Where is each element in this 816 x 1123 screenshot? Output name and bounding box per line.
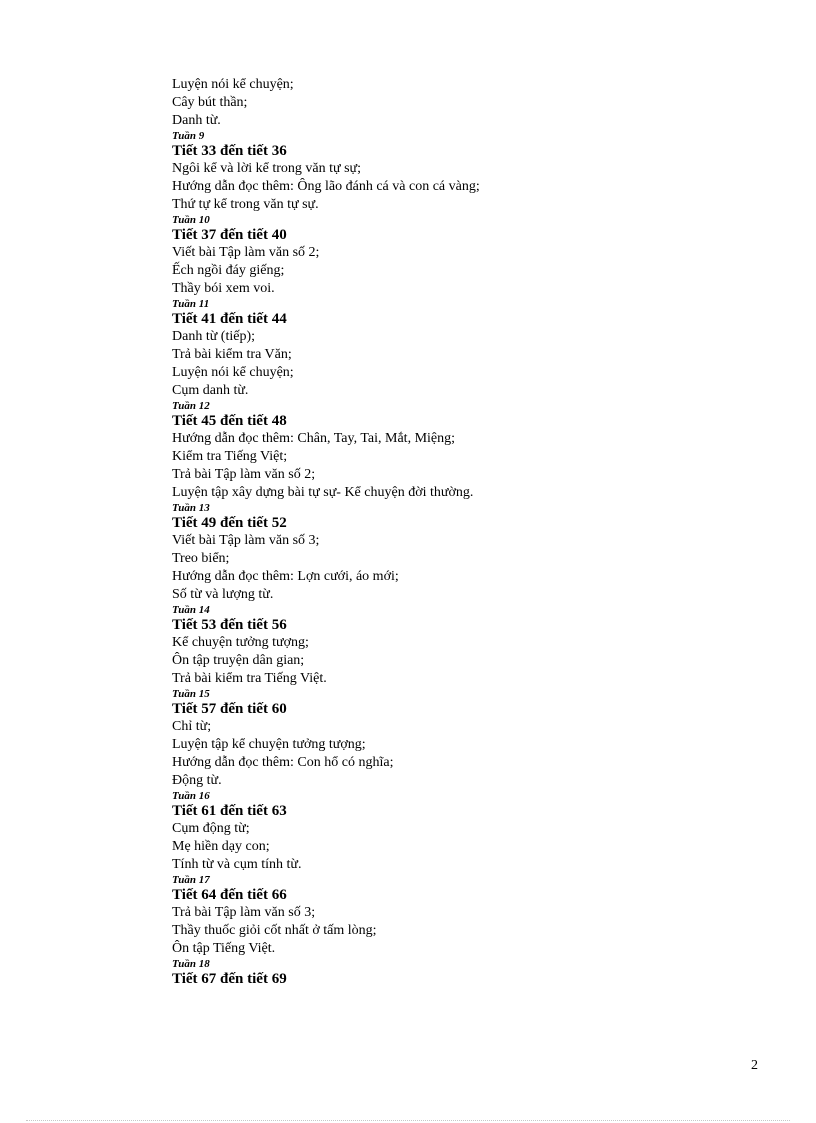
lesson-line: Số từ và lượng từ. <box>172 587 274 602</box>
lesson-line: Hướng dẫn đọc thêm: Con hổ có nghĩa; <box>172 755 394 770</box>
lesson-line: Viết bài Tập làm văn số 3; <box>172 533 320 548</box>
lesson-line: Cụm danh từ. <box>172 383 249 398</box>
lesson-line: Ếch ngồi đáy giếng; <box>172 263 285 278</box>
lesson-line: Hướng dẫn đọc thêm: Ông lão đánh cá và con cá vàng; <box>172 179 480 194</box>
period-range-heading: Tiết 41 đến tiết 44 <box>172 311 287 327</box>
lesson-line: Thầy thuốc giỏi cốt nhất ở tấm lòng; <box>172 923 377 938</box>
lesson-line: Trả bài Tập làm văn số 3; <box>172 905 316 920</box>
period-range-heading: Tiết 67 đến tiết 69 <box>172 971 287 987</box>
lesson-line: Thứ tự kể trong văn tự sự. <box>172 197 319 212</box>
week-heading: Tuần 13 <box>172 502 210 514</box>
lesson-line: Viết bài Tập làm văn số 2; <box>172 245 320 260</box>
week-heading: Tuần 16 <box>172 790 210 802</box>
lesson-line: Cây bút thần; <box>172 95 248 110</box>
lesson-line: Luyện nói kể chuyện; <box>172 365 294 380</box>
lesson-line: Động từ. <box>172 773 222 788</box>
lesson-line: Hướng dẫn đọc thêm: Lợn cưới, áo mới; <box>172 569 399 584</box>
lesson-line: Treo biển; <box>172 551 230 566</box>
week-heading: Tuần 15 <box>172 688 210 700</box>
period-range-heading: Tiết 61 đến tiết 63 <box>172 803 287 819</box>
lesson-line: Tính từ và cụm tính từ. <box>172 857 302 872</box>
week-heading: Tuần 12 <box>172 400 210 412</box>
period-range-heading: Tiết 53 đến tiết 56 <box>172 617 287 633</box>
lesson-line: Kiểm tra Tiếng Việt; <box>172 449 288 464</box>
lesson-line: Danh từ. <box>172 113 221 128</box>
period-range-heading: Tiết 57 đến tiết 60 <box>172 701 287 717</box>
lesson-line: Ôn tập Tiếng Việt. <box>172 941 276 956</box>
lesson-line: Ôn tập truyện dân gian; <box>172 653 305 668</box>
lesson-line: Trả bài Tập làm văn số 2; <box>172 467 316 482</box>
lesson-line: Ngôi kể và lời kể trong văn tự sự; <box>172 161 361 176</box>
document-body <box>172 76 772 988</box>
period-range-heading: Tiết 33 đến tiết 36 <box>172 143 287 159</box>
lesson-line: Hướng dẫn đọc thêm: Chân, Tay, Tai, Mắt, Miệng; <box>172 431 456 446</box>
week-heading: Tuần 18 <box>172 958 210 970</box>
lesson-line: Trả bài kiểm tra Văn; <box>172 347 292 362</box>
period-range-heading: Tiết 49 đến tiết 52 <box>172 515 287 531</box>
lesson-line: Mẹ hiền dạy con; <box>172 839 270 854</box>
page-number: 2 <box>751 1058 758 1073</box>
lesson-line: Trả bài kiểm tra Tiếng Việt. <box>172 671 327 686</box>
week-heading: Tuần 9 <box>172 130 205 142</box>
lesson-line: Luyện tập xây dựng bài tự sự- Kể chuyện đời thường. <box>172 485 474 500</box>
footer-rule <box>26 1120 790 1121</box>
week-heading: Tuần 14 <box>172 604 210 616</box>
period-range-heading: Tiết 37 đến tiết 40 <box>172 227 287 243</box>
lesson-line: Danh từ (tiếp); <box>172 329 256 344</box>
lesson-line: Luyện tập kể chuyện tưởng tượng; <box>172 737 366 752</box>
week-heading: Tuần 17 <box>172 874 210 886</box>
lesson-line: Luyện nói kể chuyện; <box>172 77 294 92</box>
period-range-heading: Tiết 64 đến tiết 66 <box>172 887 287 903</box>
period-range-heading: Tiết 45 đến tiết 48 <box>172 413 287 429</box>
lesson-line: Cụm động từ; <box>172 821 250 836</box>
lesson-line: Kể chuyện tưởng tượng; <box>172 635 309 650</box>
lesson-line: Chỉ từ; <box>172 719 212 734</box>
lesson-line: Thầy bói xem voi. <box>172 281 275 296</box>
week-heading: Tuần 11 <box>172 298 210 310</box>
week-heading: Tuần 10 <box>172 214 210 226</box>
